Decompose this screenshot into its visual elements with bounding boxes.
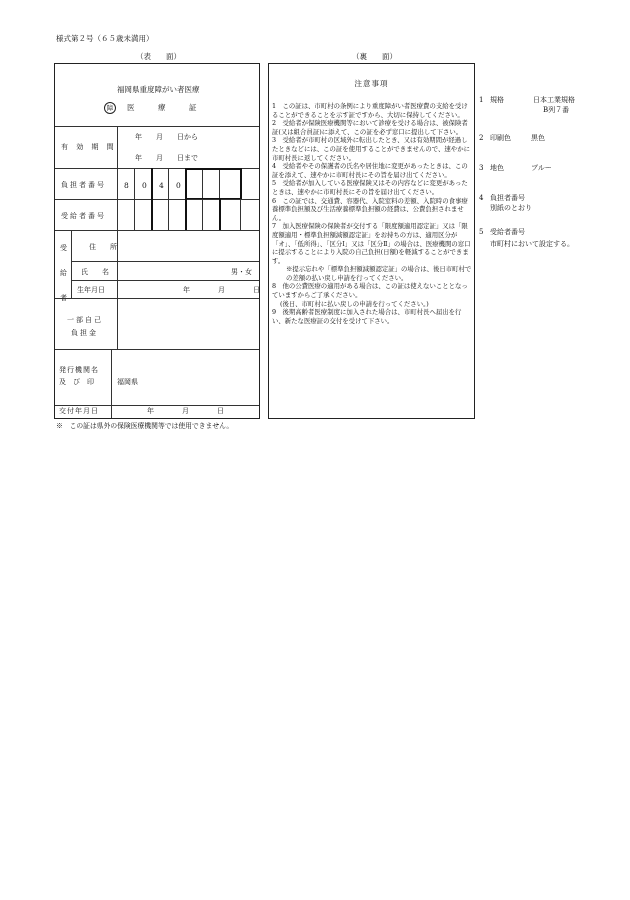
issue-date-value: 年 月 日	[147, 407, 224, 415]
notes-list	[272, 102, 473, 325]
copay-label: 一部自己	[67, 316, 103, 324]
certificate-back	[268, 63, 475, 419]
note-item: 5 受給者が加入している医療保険又はその内容などに変更があったときは、速やかに市町村長にその旨を届け出てください。	[272, 179, 468, 196]
form-id: 様式第２号（６５歳未満用）	[56, 34, 154, 43]
dob-value: 年 月 日	[183, 286, 260, 294]
note-item: ※提示忘れや「標準負担額減額認定証」の場合は、後日市町村での差額の払い戻し申請を行ってください。	[286, 265, 472, 282]
certificate-front	[54, 63, 260, 419]
sex-label: 男・女	[231, 268, 252, 276]
payer-digit: 0	[176, 181, 181, 190]
name-label: 氏 名	[81, 268, 109, 276]
back-label: （裏 面）	[352, 52, 397, 61]
copay-label: 負担金	[71, 329, 98, 337]
address-label: 住 所	[89, 243, 117, 251]
seal-mark: 障	[104, 102, 116, 114]
period-to: 年 月 日まで	[135, 154, 198, 162]
issue-date-label: 交付年月日	[59, 407, 99, 415]
note-item: 7 加入医療保険の保険者が交付する「限度額適用認定証」又は「限度額適用・標準負担額減額認定証」をお持ちの方は、適用区分が「オ」、「低所得」、「区分Ⅰ」又は「区分Ⅱ」の場合は、医療機関の窓口に提示することにより入院の自己負担(日額)を軽減することができます。	[272, 222, 471, 265]
payer-number-label: 負担者番号	[61, 181, 106, 189]
issuer-label: 発行機関名	[59, 366, 99, 374]
footnote: ※ この証は県外の保険医療機関等では使用できません。	[56, 422, 234, 430]
payer-digit: 8	[124, 181, 129, 190]
org-title: 福岡県重度障がい者医療	[117, 85, 200, 94]
spec-list	[479, 95, 629, 261]
note-item: (後日、市町村に払い戻しの申請を行ってください。)	[280, 299, 429, 308]
note-item: 8 他の公費医療の適用がある場合は、この証は使えないこととなっていますからご了承ください。	[272, 282, 468, 300]
note-item: 4 受給者やその保護者の氏名や居住地に変更があったときは、この証を添えて、速やかに市町村長にその旨を届け出てください。	[272, 162, 468, 179]
spec-item: 5 受給者番号 市町村において設定する。	[479, 228, 574, 248]
issuer-label: 及 び 印	[59, 378, 94, 386]
note-item: 3 受給者が市町村の区域外に転出したとき、又は有効期間が経過したときなどには、この証を使用することができませんので、速やかに市町村長に返してください。	[272, 136, 470, 162]
valid-period-label: 有 効 期 間	[61, 143, 117, 151]
note-item: 2 受給者が保険医療機関等において診療を受ける場合は、被保険者証(又は組合員証)に添えて、この証を必ず窓口に提出して下さい。	[272, 119, 468, 136]
spec-item: 4 負担者番号 別紙のとおり	[479, 194, 532, 212]
note-item: 1 この証は、市町村の条例により重度障がい者医療費の支給を受けることができることを示す証ですから、大切に保持してください。	[272, 102, 468, 119]
front-label: （表 面）	[136, 52, 181, 61]
spec-item: 2 印刷色 黒色	[479, 134, 545, 142]
card-name: 医 療 証	[127, 103, 205, 112]
recipient-number-label: 受給者番号	[61, 212, 106, 220]
spec-item: 3 地色 ブルー	[479, 164, 552, 172]
payer-digit: 0	[142, 181, 147, 190]
beneficiary-label: 受給者	[60, 244, 67, 302]
dob-label: 生年月日	[77, 286, 105, 294]
payer-digit: 4	[159, 181, 164, 190]
note-item: 6 この証では、交通費、容器代、入院室料の差額、入院時の食事療養標準負担額及び生活療養標準負担額の経費は、公費負担されません。	[272, 196, 468, 222]
issuer-value: 福岡県	[117, 378, 138, 386]
period-from: 年 月 日から	[135, 133, 198, 141]
notes-title: 注意事項	[354, 79, 389, 88]
spec-item: 1 規格 日本工業規格 B列７番	[479, 96, 575, 114]
note-item: 9 後期高齢者医療制度に加入された場合は、市町村長へ届出を行い、新たな医療証の交付を受けて下さい。	[272, 308, 462, 325]
